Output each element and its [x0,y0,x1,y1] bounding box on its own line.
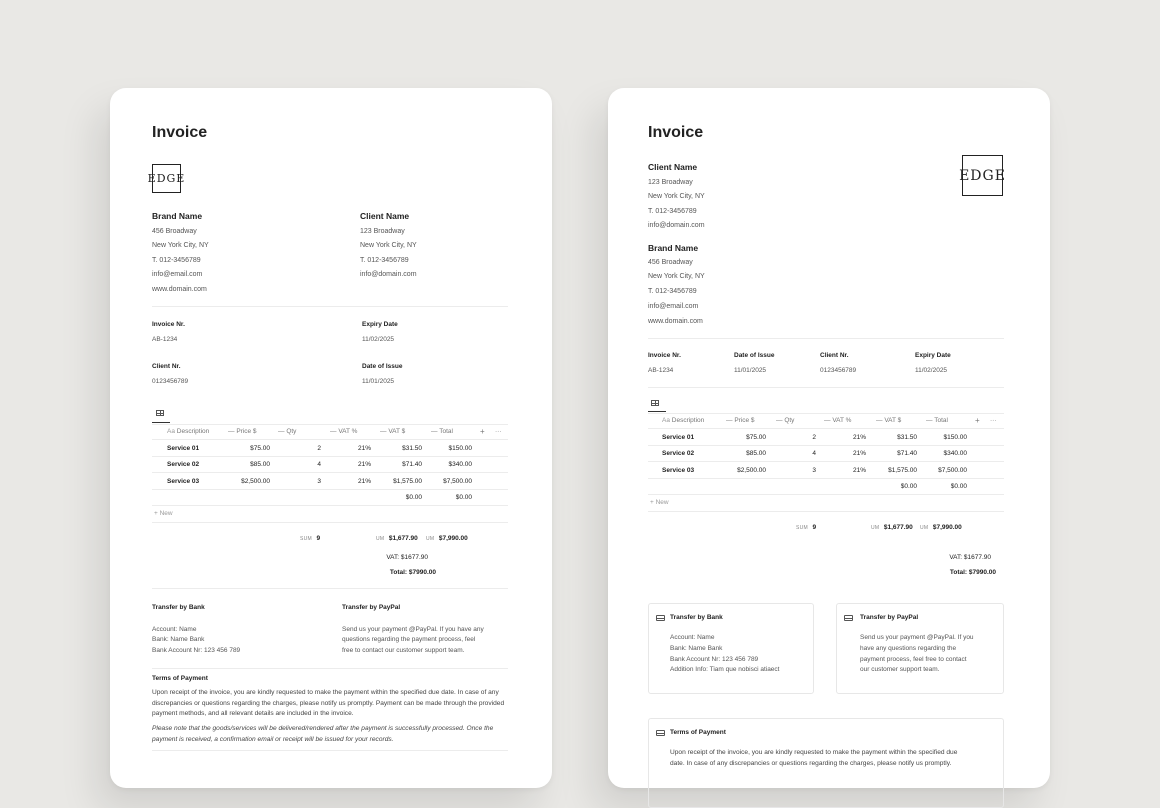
row-qty: 3 [812,467,816,474]
row-vat: $31.50 [402,445,422,452]
paypal-text: Send us your payment @PayPal. If you have any [342,626,484,633]
new-row-button[interactable]: + New [650,499,669,506]
vat-total: VAT: $1677.90 [386,554,428,561]
invoice-page-left [110,88,552,788]
new-row-button[interactable]: + New [154,510,173,517]
bank-title: Transfer by Bank [152,604,205,611]
row-total: $340.00 [943,450,967,457]
paypal-text: questions regarding the payment process, feel [342,636,476,643]
brand-logo: EDGE [962,155,1003,196]
divider [152,668,508,669]
brand-name: Brand Name [648,243,699,253]
column-header-description[interactable]: Aa Description [662,417,705,424]
client-name: Client Name [360,211,410,221]
row-total: $150.00 [448,445,472,452]
sum-vat: UM $1,677.90 [871,524,913,531]
bank-account: Account: Name [670,634,715,641]
terms-text: Upon receipt of the invoice, you are kindly requested to make the payment within the specified due date. In case of any discrepancies or questions regarding the charges, please notify us promptly. Payment can be made through the provided payment methods, and all relevant details are included in the invoice. [152,689,505,717]
client-nr-label: Client Nr. [820,352,849,359]
row-qty: 4 [812,450,816,457]
row-description: Service 03 [167,478,200,485]
row-vat: $0.00 [405,494,422,501]
column-header-qty[interactable]: — Qty [776,417,795,424]
client-phone: T. 012-3456789 [360,257,409,264]
column-header-total[interactable]: — Total [926,417,948,424]
paypal-text: payment process, feel free to contact [860,656,967,663]
client-email: info@domain.com [360,271,417,278]
divider [152,472,508,473]
divider [152,522,508,523]
column-header-vat[interactable]: — VAT $ [876,417,902,424]
expiry-value: 11/02/2025 [915,367,948,374]
expiry-label: Expiry Date [362,321,398,328]
more-options-button[interactable]: ··· [495,428,502,435]
table-tab-underline [648,411,666,412]
sum-qty: SUM 9 [300,535,321,542]
row-price: $2,500.00 [241,478,270,485]
row-vat-pct: 21% [357,461,371,468]
sum-total: UM $7,990.00 [920,524,962,531]
row-qty: 2 [317,445,321,452]
client-nr-value: 0123456789 [152,378,189,385]
invoice-nr-value: AB-1234 [648,367,674,374]
row-total: $7,500.00 [443,478,472,485]
grand-total: Total: $7990.00 [949,569,996,576]
divider [152,456,508,457]
row-total: $150.00 [943,434,967,441]
sum-qty: SUM 9 [796,524,817,531]
divider [648,494,1004,495]
row-price: $75.00 [746,434,766,441]
row-description: Service 02 [662,450,695,457]
sum-total: UM $7,990.00 [426,535,468,542]
column-header-qty[interactable]: — Qty [278,428,297,435]
row-total: $0.00 [950,483,967,490]
row-vat: $1,575.00 [393,478,422,485]
sum-vat: UM $1,677.90 [376,535,418,542]
brand-city: New York City, NY [648,273,705,280]
row-description: Service 01 [662,434,695,441]
table-tab-underline [152,422,170,423]
table-icon[interactable] [651,400,659,406]
row-vat-pct: 21% [852,450,866,457]
bank-title: Transfer by Bank [670,614,723,621]
bank-account: Account: Name [152,626,197,633]
bank-account-nr: Bank Account Nr: 123 456 789 [670,656,759,663]
column-header-vat-pct[interactable]: — VAT % [330,428,358,435]
terms-title: Terms of Payment [670,729,726,736]
row-vat: $1,575.00 [888,467,917,474]
divider [152,489,508,490]
brand-phone: T. 012-3456789 [648,288,697,295]
paypal-title: Transfer by PayPal [342,604,401,611]
divider [648,478,1004,479]
column-header-vat-pct[interactable]: — VAT % [824,417,852,424]
grand-total: Total: $7990.00 [389,569,436,576]
client-nr-label: Client Nr. [152,363,181,370]
row-description: Service 03 [662,467,695,474]
terms-text: Upon receipt of the invoice, you are kindly requested to make the payment within the specified due [670,749,958,756]
row-qty: 4 [317,461,321,468]
paypal-title: Transfer by PayPal [860,614,919,621]
divider [152,588,508,589]
row-price: $75.00 [250,445,270,452]
client-email: info@domain.com [648,222,705,229]
vat-total: VAT: $1677.90 [949,554,991,561]
add-column-button[interactable]: + [975,416,980,425]
row-qty: 3 [317,478,321,485]
terms-note: Please note that the goods/services will be delivered/rendered after the payment is successfully processed. Once the payment is received, a confirmation email or receipt will be issued for your records. [152,725,494,743]
divider [648,413,1004,414]
divider [648,511,1004,512]
issue-label: Date of Issue [362,363,403,370]
bank-name: Bank: Name Bank [670,645,723,652]
row-vat-pct: 21% [357,478,371,485]
client-city: New York City, NY [360,242,417,249]
row-vat-pct: 21% [852,434,866,441]
paypal-text: free to contact our customer support team. [342,647,465,654]
invoice-nr-value: AB-1234 [152,336,178,343]
divider [648,461,1004,462]
row-vat-pct: 21% [357,445,371,452]
row-total: $340.00 [448,461,472,468]
column-header-price[interactable]: — Price $ [726,417,755,424]
expiry-label: Expiry Date [915,352,951,359]
page-title: Invoice [648,124,704,141]
row-vat: $0.00 [900,483,917,490]
brand-phone: T. 012-3456789 [152,257,201,264]
client-name: Client Name [648,162,698,172]
column-header-description[interactable]: Aa Description [167,428,210,435]
credit-card-icon [844,615,853,621]
brand-name: Brand Name [152,211,203,221]
invoice-nr-label: Invoice Nr. [152,321,185,328]
credit-card-icon [656,730,665,736]
column-header-vat[interactable]: — VAT $ [380,428,406,435]
divider [152,505,508,506]
brand-address: 456 Broadway [648,259,693,266]
divider [648,445,1004,446]
client-nr-value: 0123456789 [820,367,857,374]
row-vat: $71.40 [402,461,422,468]
brand-address: 456 Broadway [152,228,197,235]
bank-account-nr: Bank Account Nr: 123 456 789 [152,647,241,654]
client-address: 123 Broadway [360,228,405,235]
divider [152,439,508,440]
row-description: Service 01 [167,445,200,452]
issue-label: Date of Issue [734,352,775,359]
client-phone: T. 012-3456789 [648,208,697,215]
brand-web: www.domain.com [152,286,207,293]
brand-web: www.domain.com [648,318,703,325]
brand-email: info@email.com [648,303,699,310]
paypal-text: Send us your payment @PayPal. If you [860,634,974,641]
issue-value: 11/01/2025 [734,367,767,374]
invoice-page-right [608,88,1050,788]
bank-addition: Addition Info: Tiam que nobisci atiaect [670,666,780,673]
divider [648,428,1004,429]
terms-text: date. In case of any discrepancies or questions regarding the charges, please notify us promptly. [670,760,952,767]
bank-name: Bank: Name Bank [152,636,205,643]
row-vat: $71.40 [897,450,917,457]
page-title: Invoice [152,124,208,141]
invoice-nr-label: Invoice Nr. [648,352,681,359]
divider [152,306,508,307]
credit-card-icon [656,615,665,621]
row-vat: $31.50 [897,434,917,441]
client-city: New York City, NY [648,193,705,200]
row-qty: 2 [812,434,816,441]
column-header-price[interactable]: — Price $ [228,428,257,435]
add-column-button[interactable]: + [480,427,485,436]
divider [648,338,1004,339]
column-header-total[interactable]: — Total [431,428,453,435]
brand-email: info@email.com [152,271,203,278]
terms-title: Terms of Payment [152,675,208,682]
row-price: $85.00 [250,461,270,468]
row-vat-pct: 21% [852,467,866,474]
brand-city: New York City, NY [152,242,209,249]
paypal-text: our customer support team. [860,666,940,673]
expiry-value: 11/02/2025 [362,336,395,343]
table-icon[interactable] [156,410,164,416]
row-price: $2,500.00 [737,467,766,474]
row-total: $7,500.00 [938,467,967,474]
row-price: $85.00 [746,450,766,457]
issue-value: 11/01/2025 [362,378,395,385]
divider [152,750,508,751]
row-description: Service 02 [167,461,200,468]
client-address: 123 Broadway [648,179,693,186]
divider [152,424,508,425]
paypal-text: have any questions regarding the [860,645,957,652]
row-total: $0.00 [455,494,472,501]
divider [648,387,1004,388]
more-options-button[interactable]: ··· [990,417,997,424]
brand-logo: EDGE [152,164,181,193]
